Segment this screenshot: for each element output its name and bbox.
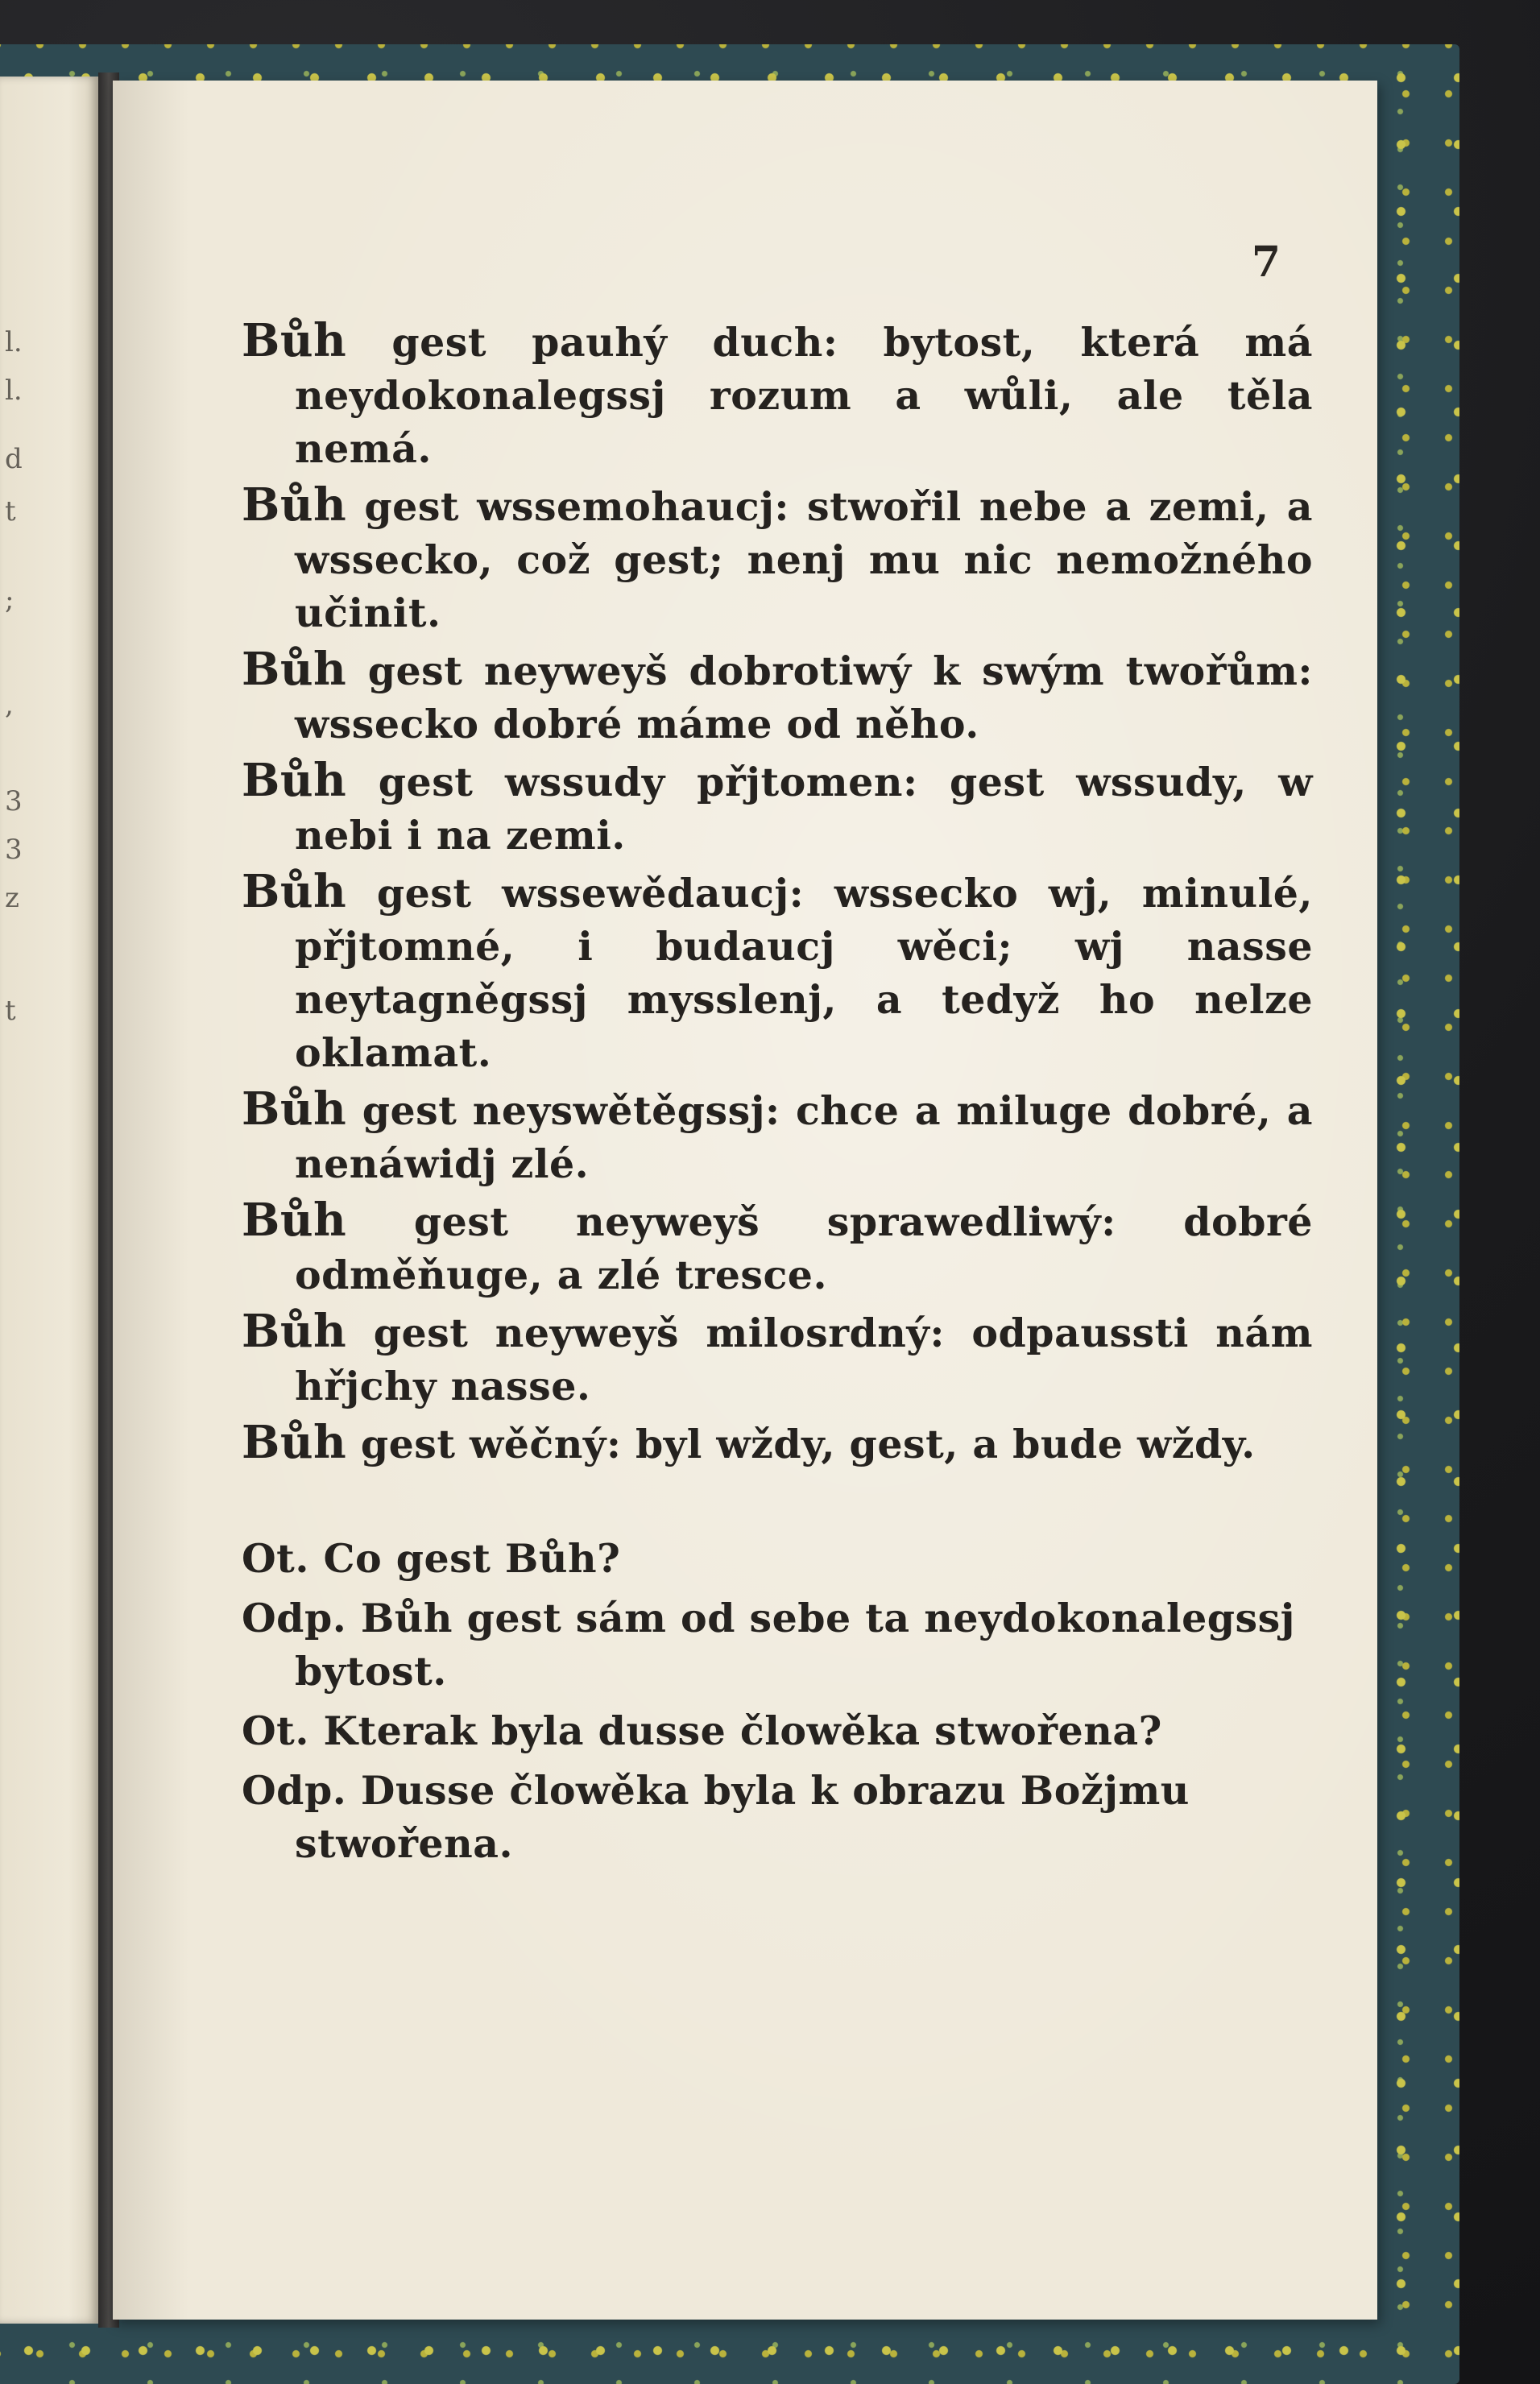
left-page-fragment: , xyxy=(5,689,14,721)
left-facing-page xyxy=(0,77,98,2324)
page-text xyxy=(242,314,1313,1877)
left-page-fragment: l. xyxy=(5,326,23,358)
statement-text: gest wssudy přjtomen: gest wssudy, w nebi i na zemi. xyxy=(295,759,1313,859)
statement-text: gest wssewědaucj: wssecko wj, minulé, přjtomné, i budaucj wěci; wj nasse neytagněgssj mysslenj, a tedyž ho nelze oklamat. xyxy=(295,870,1313,1076)
statement-paragraph xyxy=(242,1194,1313,1302)
statement-paragraph xyxy=(242,865,1313,1079)
page-number: 7 xyxy=(1251,238,1281,287)
statement-paragraph xyxy=(242,1082,1313,1190)
statement-text: gest neyswětěgssj: chce a miluge dobré, a nenáwidj zlé. xyxy=(295,1087,1313,1187)
statement-text: gest wěčný: byl wždy, gest, a bude wždy. xyxy=(360,1421,1256,1467)
statement-lead: Bůh xyxy=(242,643,347,696)
question-label: Ot. xyxy=(242,1707,309,1754)
question-answer-section xyxy=(242,1532,1313,1870)
left-page-fragment: t xyxy=(5,995,16,1027)
statement-lead: Bůh xyxy=(242,865,347,918)
left-page-fragment: d xyxy=(5,443,23,475)
statement-paragraph xyxy=(242,478,1313,639)
left-page-fragment: z xyxy=(5,882,19,914)
statement-lead: Bůh xyxy=(242,314,347,367)
statement-lead: Bůh xyxy=(242,1082,347,1136)
answer-label: Odp. xyxy=(242,1595,347,1641)
book-page xyxy=(113,81,1377,2320)
question-line xyxy=(242,1532,1313,1585)
statement-lead: Bůh xyxy=(242,1305,347,1358)
question-text: Kterak byla dusse člowěka stwořena? xyxy=(323,1707,1162,1754)
statement-paragraph xyxy=(242,754,1313,862)
statement-lead: Bůh xyxy=(242,1194,347,1247)
statement-paragraph xyxy=(242,314,1313,475)
statement-lead: Bůh xyxy=(242,1416,347,1469)
statement-paragraph xyxy=(242,1416,1313,1471)
answer-label: Odp. xyxy=(242,1767,347,1814)
statement-paragraph xyxy=(242,1305,1313,1413)
statement-text: gest pauhý duch: bytost, která má neydokonalegssj rozum a wůli, ale těla nemá. xyxy=(295,319,1313,472)
statement-paragraph xyxy=(242,643,1313,751)
answer-text: Dusse člowěka byla k obrazu Božjmu stwořena. xyxy=(295,1767,1190,1867)
statement-text: gest neyweyš milosrdný: odpaussti nám hřjchy nasse. xyxy=(295,1310,1313,1409)
question-line xyxy=(242,1704,1313,1757)
statement-text: gest neyweyš dobrotiwý k swým twořům: wssecko dobré máme od něho. xyxy=(295,648,1314,747)
question-label: Ot. xyxy=(242,1535,309,1582)
statement-text: gest neyweyš sprawedliwý: dobré odměňuge, a zlé tresce. xyxy=(295,1198,1313,1298)
left-page-fragment: l. xyxy=(5,375,23,407)
statement-lead: Bůh xyxy=(242,478,347,532)
question-text: Co gest Bůh? xyxy=(323,1535,621,1582)
left-page-fragment: 3 xyxy=(5,785,23,817)
statement-lead: Bůh xyxy=(242,754,347,807)
answer-text: Bůh gest sám od sebe ta neydokonalegssj bytost. xyxy=(295,1595,1295,1695)
left-page-fragment: 3 xyxy=(5,834,23,866)
left-page-fragment: ; xyxy=(5,584,14,616)
statement-text: gest wssemohaucj: stwořil nebe a zemi, a wssecko, což gest; nenj mu nic nemožného učinit. xyxy=(295,483,1313,636)
left-page-fragment: t xyxy=(5,495,16,528)
answer-line xyxy=(242,1591,1313,1698)
answer-line xyxy=(242,1764,1313,1870)
